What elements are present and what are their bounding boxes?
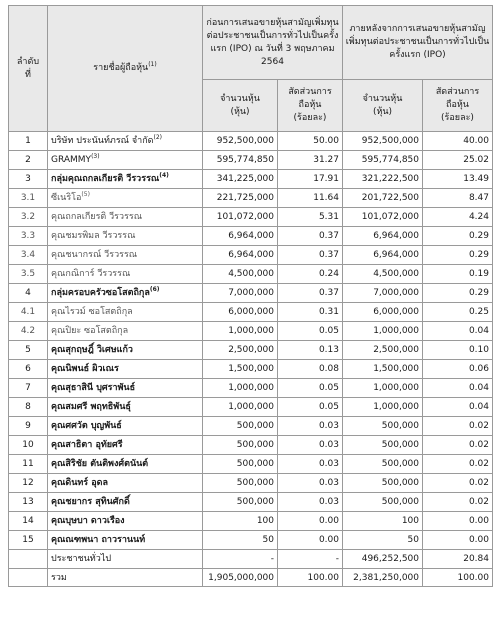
shares-after: 7,000,000 xyxy=(343,284,423,303)
pct-after: 0.04 xyxy=(423,379,493,398)
pct-before: 0.05 xyxy=(278,322,343,341)
shares-after: 1,000,000 xyxy=(343,379,423,398)
pct-before: 0.37 xyxy=(278,227,343,246)
shares-before: 4,500,000 xyxy=(203,265,278,284)
table-row xyxy=(9,531,493,550)
shareholder-name-text: คุณสุกฤษฎิ์ วิเศษแก้ว xyxy=(51,345,133,355)
shareholder-name-text: คุณชยากร สุทินศักดิ์ xyxy=(51,497,130,507)
shares-after: 500,000 xyxy=(343,474,423,493)
table-row xyxy=(9,493,493,512)
pct-before: 0.05 xyxy=(278,398,343,417)
shareholder-name-text: คุณบุษบา ดาวเรือง xyxy=(51,516,125,526)
row-number: 4.1 xyxy=(9,303,48,322)
shares-before: 500,000 xyxy=(203,455,278,474)
row-number: 3.1 xyxy=(9,189,48,208)
pct-after: 0.29 xyxy=(423,246,493,265)
shareholder-name-text: คุณถกลเกียรติ วีรวรรณ xyxy=(51,212,143,222)
shares-after: 2,500,000 xyxy=(343,341,423,360)
shareholder-name-text: คุณสมศรี พฤทธิพันธุ์ xyxy=(51,402,131,412)
pct-before: 0.37 xyxy=(278,284,343,303)
shares-before: 1,000,000 xyxy=(203,322,278,341)
shares-after: 100 xyxy=(343,512,423,531)
row-number: 14 xyxy=(9,512,48,531)
shares-before: 952,500,000 xyxy=(203,132,278,151)
shares-after: 50 xyxy=(343,531,423,550)
row-number: 6 xyxy=(9,360,48,379)
pct-after: 0.04 xyxy=(423,398,493,417)
header-after-ipo: ภายหลังจากการเสนอขายหุ้นสามัญเพิ่มทุนต่อประชาชนเป็นการทั่วไปเป็นครั้งแรก (IPO) xyxy=(343,6,493,80)
header-shares-after: จำนวนหุ้น (หุ้น) xyxy=(343,80,423,132)
shares-before: 6,964,000 xyxy=(203,227,278,246)
table-row xyxy=(9,265,493,284)
shares-after: 952,500,000 xyxy=(343,132,423,151)
table-row xyxy=(9,303,493,322)
table-row xyxy=(9,246,493,265)
row-number-empty xyxy=(9,550,48,569)
shares-after: 6,000,000 xyxy=(343,303,423,322)
pct-after: 25.02 xyxy=(423,151,493,170)
pct-after: 0.19 xyxy=(423,265,493,284)
pct-after: 0.29 xyxy=(423,284,493,303)
shareholder-name xyxy=(48,151,203,170)
shareholder-name xyxy=(48,189,203,208)
pct-before: 100.00 xyxy=(278,569,343,587)
shares-before: 100 xyxy=(203,512,278,531)
pct-after: 0.04 xyxy=(423,322,493,341)
shareholder-name xyxy=(48,341,203,360)
shareholder-name-text: กลุ่มครอบครัวซอโสตถิกุล xyxy=(51,288,150,298)
pct-before: 0.03 xyxy=(278,436,343,455)
row-number-empty xyxy=(9,569,48,587)
pct-before: 0.05 xyxy=(278,379,343,398)
shareholder-name xyxy=(48,208,203,227)
shareholder-name xyxy=(48,227,203,246)
total-label: รวม xyxy=(48,569,203,587)
pct-before: 0.08 xyxy=(278,360,343,379)
shares-before: 101,072,000 xyxy=(203,208,278,227)
shares-after: 500,000 xyxy=(343,436,423,455)
shareholder-name xyxy=(48,132,203,151)
pct-before: 0.37 xyxy=(278,246,343,265)
shares-before: 500,000 xyxy=(203,474,278,493)
shareholder-name xyxy=(48,246,203,265)
row-number: 3.4 xyxy=(9,246,48,265)
row-number: 3.5 xyxy=(9,265,48,284)
shareholder-name xyxy=(48,322,203,341)
table-row xyxy=(9,360,493,379)
shares-before: 500,000 xyxy=(203,493,278,512)
pct-after: 13.49 xyxy=(423,170,493,189)
pct-before: 0.31 xyxy=(278,303,343,322)
row-number: 4.2 xyxy=(9,322,48,341)
table-row xyxy=(9,151,493,170)
shareholder-name xyxy=(48,398,203,417)
shareholder-name xyxy=(48,455,203,474)
row-number: 7 xyxy=(9,379,48,398)
pct-before: 0.03 xyxy=(278,474,343,493)
shareholder-name-text: คุณปิยะ ซอโสตถิกุล xyxy=(51,326,129,336)
table-body xyxy=(9,132,493,587)
shares-after: 1,000,000 xyxy=(343,398,423,417)
header-pct-before: สัดส่วนการ ถือหุ้น (ร้อยละ) xyxy=(278,80,343,132)
shares-before: 6,964,000 xyxy=(203,246,278,265)
shares-after: 6,964,000 xyxy=(343,227,423,246)
shares-after: 6,964,000 xyxy=(343,246,423,265)
shareholder-name-text: คุณชมรพิมล วีรวรรณ xyxy=(51,231,136,241)
header-pct-after: สัดส่วนการ ถือหุ้น (ร้อยละ) xyxy=(423,80,493,132)
row-number: 15 xyxy=(9,531,48,550)
shareholder-name xyxy=(48,170,203,189)
header-name xyxy=(48,6,203,132)
pct-before: 0.03 xyxy=(278,493,343,512)
shareholder-name xyxy=(48,474,203,493)
table-row xyxy=(9,189,493,208)
footnote-mark: (3) xyxy=(91,153,100,160)
row-number: 8 xyxy=(9,398,48,417)
pct-before: 0.24 xyxy=(278,265,343,284)
row-number: 9 xyxy=(9,417,48,436)
table-row xyxy=(9,455,493,474)
pct-before: 5.31 xyxy=(278,208,343,227)
header-no: ลำดับ ที่ xyxy=(9,6,48,132)
shareholder-name xyxy=(48,512,203,531)
shareholder-name xyxy=(48,417,203,436)
shareholder-name-text: กลุ่มคุณถกลเกียรติ วีรวรรณ xyxy=(51,174,160,184)
shares-before: 341,225,000 xyxy=(203,170,278,189)
pct-after: 4.24 xyxy=(423,208,493,227)
pct-after: 0.00 xyxy=(423,512,493,531)
pct-after: 0.02 xyxy=(423,417,493,436)
shares-before: 6,000,000 xyxy=(203,303,278,322)
table-row xyxy=(9,284,493,303)
shareholder-name-text: คุณดินทร์ อุดล xyxy=(51,478,109,488)
public-label: ประชาชนทั่วไป xyxy=(48,550,203,569)
shareholder-name-text: คุณสิริชัย ตันติพงศ์ตนันต์ xyxy=(51,459,149,469)
pct-after: 0.06 xyxy=(423,360,493,379)
pct-before: 50.00 xyxy=(278,132,343,151)
shares-after: 500,000 xyxy=(343,417,423,436)
pct-before: 0.13 xyxy=(278,341,343,360)
table-row xyxy=(9,227,493,246)
shareholder-name xyxy=(48,360,203,379)
footnote-mark: (4) xyxy=(159,172,169,179)
shareholder-name xyxy=(48,379,203,398)
header-name-label: รายชื่อผู้ถือหุ้น xyxy=(93,63,149,73)
pct-after: 0.02 xyxy=(423,455,493,474)
footnote-mark: (5) xyxy=(81,191,90,198)
pct-after: 0.02 xyxy=(423,474,493,493)
shares-after: 201,722,500 xyxy=(343,189,423,208)
pct-before: 31.27 xyxy=(278,151,343,170)
shareholder-name-text: GRAMMY xyxy=(51,155,92,165)
public-row xyxy=(9,550,493,569)
header-before-ipo: ก่อนการเสนอขายหุ้นสามัญเพิ่มทุนต่อประชาชนเป็นการทั่วไปเป็นครั้งแรก (IPO) ณ วันที่ 3 พฤษภาคม 2564 xyxy=(203,6,343,80)
shareholder-name-text: คุณไรวม์ ซอโสตถิกุล xyxy=(51,307,133,317)
shareholder-name xyxy=(48,436,203,455)
shareholder-name-text: คุณสาธิตา อุทัยศรี xyxy=(51,440,123,450)
table-row xyxy=(9,512,493,531)
row-number: 5 xyxy=(9,341,48,360)
shareholder-name xyxy=(48,303,203,322)
pct-after: 40.00 xyxy=(423,132,493,151)
header-shares-before: จำนวนหุ้น (หุ้น) xyxy=(203,80,278,132)
shares-before: 1,500,000 xyxy=(203,360,278,379)
shares-after: 500,000 xyxy=(343,493,423,512)
shareholder-name-text: คุณชนากรณ์ วีรวรรณ xyxy=(51,250,138,260)
shares-after: 321,222,500 xyxy=(343,170,423,189)
footnote-mark: (2) xyxy=(153,134,162,141)
shares-before: 500,000 xyxy=(203,417,278,436)
row-number: 3 xyxy=(9,170,48,189)
shareholder-name xyxy=(48,493,203,512)
shares-before: 7,000,000 xyxy=(203,284,278,303)
shares-before: 2,500,000 xyxy=(203,341,278,360)
shareholder-table xyxy=(8,5,493,587)
shares-after: 496,252,500 xyxy=(343,550,423,569)
shareholder-name-text: คุณศศวัต บุญพันธ์ xyxy=(51,421,122,431)
shares-before: - xyxy=(203,550,278,569)
pct-before: - xyxy=(278,550,343,569)
shares-after: 500,000 xyxy=(343,455,423,474)
shares-after: 1,500,000 xyxy=(343,360,423,379)
pct-after: 100.00 xyxy=(423,569,493,587)
pct-before: 0.03 xyxy=(278,417,343,436)
shareholder-name-text: คุณกณิการ์ วีรวรรณ xyxy=(51,269,131,279)
shares-before: 1,000,000 xyxy=(203,379,278,398)
shareholder-name-text: คุณนิพนธ์ ผิวเณร xyxy=(51,364,119,374)
header-name-note: (1) xyxy=(148,61,157,68)
pct-before: 0.03 xyxy=(278,455,343,474)
table-row xyxy=(9,379,493,398)
row-number: 13 xyxy=(9,493,48,512)
table-row xyxy=(9,474,493,493)
table-row xyxy=(9,398,493,417)
table-row xyxy=(9,417,493,436)
shares-before: 50 xyxy=(203,531,278,550)
shares-after: 4,500,000 xyxy=(343,265,423,284)
shares-before: 500,000 xyxy=(203,436,278,455)
shareholder-name xyxy=(48,284,203,303)
table-row xyxy=(9,341,493,360)
shareholder-name-text: บริษัท ประนันท์ภรณ์ จำกัด xyxy=(51,136,154,146)
shareholder-name-text: ซีเนริโอ xyxy=(51,193,82,203)
pct-after: 8.47 xyxy=(423,189,493,208)
shareholder-name-text: คุณสุธาสินี บุศราพันธ์ xyxy=(51,383,136,393)
shareholder-name xyxy=(48,531,203,550)
table-row xyxy=(9,170,493,189)
table-row xyxy=(9,208,493,227)
pct-after: 0.02 xyxy=(423,493,493,512)
table-row xyxy=(9,322,493,341)
pct-before: 17.91 xyxy=(278,170,343,189)
row-number: 3.2 xyxy=(9,208,48,227)
shares-after: 1,000,000 xyxy=(343,322,423,341)
pct-after: 0.29 xyxy=(423,227,493,246)
pct-after: 0.00 xyxy=(423,531,493,550)
row-number: 3.3 xyxy=(9,227,48,246)
shares-before: 221,725,000 xyxy=(203,189,278,208)
shares-before: 595,774,850 xyxy=(203,151,278,170)
pct-after: 20.84 xyxy=(423,550,493,569)
shares-before: 1,905,000,000 xyxy=(203,569,278,587)
shares-before: 1,000,000 xyxy=(203,398,278,417)
footnote-mark: (6) xyxy=(149,286,160,293)
pct-before: 0.00 xyxy=(278,531,343,550)
row-number: 12 xyxy=(9,474,48,493)
shares-after: 595,774,850 xyxy=(343,151,423,170)
row-number: 2 xyxy=(9,151,48,170)
pct-after: 0.02 xyxy=(423,436,493,455)
row-number: 10 xyxy=(9,436,48,455)
shares-after: 101,072,000 xyxy=(343,208,423,227)
shareholder-name xyxy=(48,265,203,284)
table-row xyxy=(9,132,493,151)
pct-before: 11.64 xyxy=(278,189,343,208)
row-number: 11 xyxy=(9,455,48,474)
total-row xyxy=(9,569,493,587)
row-number: 4 xyxy=(9,284,48,303)
shares-after: 2,381,250,000 xyxy=(343,569,423,587)
pct-before: 0.00 xyxy=(278,512,343,531)
row-number: 1 xyxy=(9,132,48,151)
pct-after: 0.25 xyxy=(423,303,493,322)
pct-after: 0.10 xyxy=(423,341,493,360)
shareholder-name-text: คุณณฑพนา ถาวรานนท์ xyxy=(51,535,146,545)
table-row xyxy=(9,436,493,455)
